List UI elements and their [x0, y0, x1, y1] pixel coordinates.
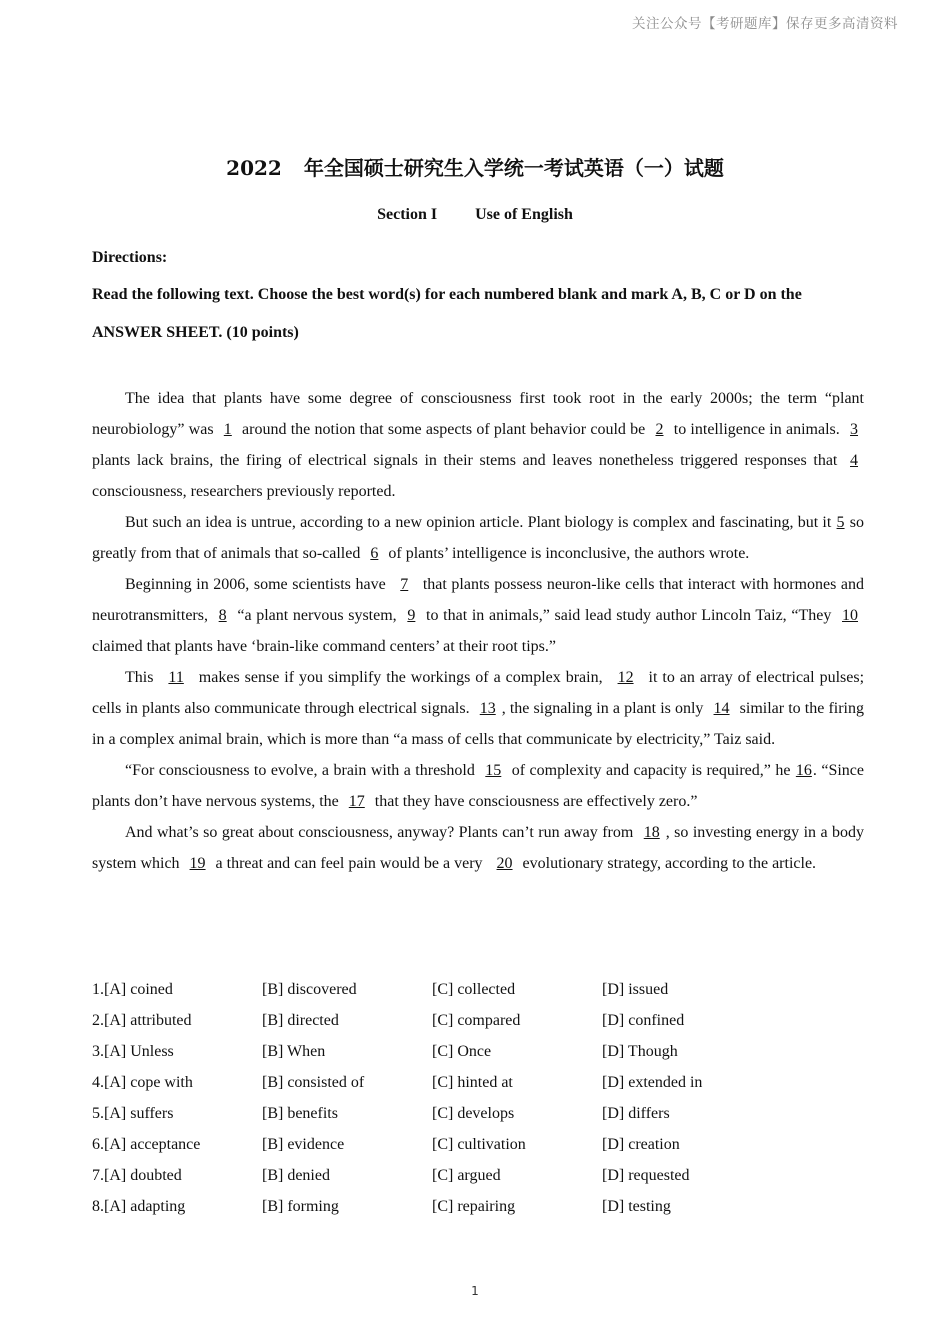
- option-d: [D] issued: [602, 981, 669, 998]
- blank-17: 17: [348, 793, 365, 810]
- option-d: [D] creation: [602, 1136, 680, 1153]
- option-c: [C] hinted at: [432, 1074, 513, 1091]
- option-a: 1.[A] coined: [92, 981, 173, 998]
- option-b: [B] evidence: [262, 1136, 345, 1153]
- option-c: [C] cultivation: [432, 1136, 526, 1153]
- blank-15: 15: [485, 762, 502, 779]
- option-d: [D] testing: [602, 1198, 671, 1215]
- blank-11: 11: [168, 669, 184, 686]
- option-a: 8.[A] adapting: [92, 1198, 186, 1215]
- option-b: [B] When: [262, 1043, 326, 1060]
- option-a: 3.[A] Unless: [92, 1043, 174, 1060]
- option-b: [B] benefits: [262, 1105, 338, 1122]
- option-row-4: [92, 1071, 864, 1102]
- passage-paragraph-6: And what’s so great about consciousness, anyway? Plants can’t run away from 18 , so investing energy in a body system which 19 a threat and can feel pain would be a very 20 evolutionary strategy, according to the article.: [92, 817, 864, 879]
- option-row-3: [92, 1040, 864, 1071]
- passage-paragraph-4: This 11 makes sense if you simplify the workings of a complex brain, 12 it to an array of electrical pulses; cells in plants also communicate through electrical signals. 13 , the signaling in a plant is only 14 similar to the firing in a complex animal brain, which is more than “a mass of cells that communicate by electricity,” Taiz said.: [92, 662, 864, 755]
- option-d: [D] extended in: [602, 1074, 703, 1091]
- option-c: [C] develops: [432, 1105, 515, 1122]
- blank-20: 20: [496, 855, 513, 872]
- option-d: [D] Though: [602, 1043, 678, 1060]
- passage-paragraph-5: “For consciousness to evolve, a brain with a threshold 15 of complexity and capacity is required,” he 16. “Since plants don’t have nervous systems, the 17 that they have consciousness are effectively zero.”: [92, 755, 864, 817]
- blank-13: 13: [479, 700, 496, 717]
- blank-6: 6: [370, 545, 379, 562]
- option-row-6: [92, 1133, 864, 1164]
- option-row-8: [92, 1195, 864, 1226]
- option-row-5: [92, 1102, 864, 1133]
- blank-9: 9: [407, 607, 416, 624]
- option-d: [D] confined: [602, 1012, 685, 1029]
- option-row-1: [92, 978, 864, 1009]
- blank-3: 3: [850, 421, 859, 438]
- blank-12: 12: [617, 669, 634, 686]
- directions-heading: Directions:: [92, 249, 168, 266]
- blank-2: 2: [655, 421, 664, 438]
- blank-1: 1: [223, 421, 232, 438]
- directions-line-2: ANSWER SHEET. (10 points): [92, 324, 299, 341]
- option-c: [C] argued: [432, 1167, 501, 1184]
- section-label: Section I: [377, 206, 438, 223]
- option-b: [B] denied: [262, 1167, 330, 1184]
- option-c: [C] repairing: [432, 1198, 516, 1215]
- option-b: [B] forming: [262, 1198, 339, 1215]
- page-number: 1: [471, 1284, 479, 1298]
- option-d: [D] differs: [602, 1105, 670, 1122]
- option-row-2: [92, 1009, 864, 1040]
- blank-8: 8: [218, 607, 227, 624]
- option-a: 2.[A] attributed: [92, 1012, 192, 1029]
- blank-4: 4: [850, 452, 858, 469]
- option-c: [C] collected: [432, 981, 516, 998]
- passage-paragraph-2: But such an idea is untrue, according to a new opinion article. Plant biology is complex and fascinating, but it 5 so greatly from that of animals that so-called 6 of plants’ intelligence is inconclusive, the authors wrote.: [92, 507, 864, 569]
- option-a: 5.[A] suffers: [92, 1105, 174, 1122]
- watermark-text: 关注公众号【考研题库】保存更多高清资料: [632, 16, 898, 32]
- exam-title-text: 年全国硕士研究生入学统一考试英语（一）试题: [303, 156, 724, 180]
- blank-5: 5: [836, 514, 845, 531]
- option-c: [C] compared: [432, 1012, 521, 1029]
- option-b: [B] consisted of: [262, 1074, 365, 1091]
- option-d: [D] requested: [602, 1167, 690, 1184]
- option-b: [B] discovered: [262, 981, 357, 998]
- cloze-passage: [92, 383, 864, 879]
- section-name: Use of English: [475, 206, 573, 223]
- exam-title: [0, 152, 950, 181]
- option-a: 6.[A] acceptance: [92, 1136, 201, 1153]
- option-c: [C] Once: [432, 1043, 492, 1060]
- passage-paragraph-1: The idea that plants have some degree of consciousness first took root in the early 2000s; the term “plant neurobiology” was 1 around the notion that some aspects of plant behavior could be 2 to intelligence in animals. 3 plants lack brains, the firing of electrical signals in their stems and leaves nonetheless triggered responses that 4 consciousness, researchers previously reported.: [92, 390, 864, 500]
- option-b: [B] directed: [262, 1012, 339, 1029]
- blank-18: 18: [643, 824, 660, 841]
- answer-options: [92, 978, 864, 1226]
- blank-7: 7: [400, 576, 409, 593]
- option-a: 4.[A] cope with: [92, 1074, 193, 1091]
- blank-19: 19: [189, 855, 206, 872]
- blank-10: 10: [842, 607, 859, 624]
- blank-16: 16: [795, 762, 812, 779]
- option-a: 7.[A] doubted: [92, 1167, 182, 1184]
- exam-year: 2022: [226, 156, 282, 180]
- passage-paragraph-3: Beginning in 2006, some scientists have 7 that plants possess neuron-like cells that interact with hormones and neurotransmitters, 8 “a plant nervous system, 9 to that in animals,” said lead study author Lincoln Taiz, “They 10 claimed that plants have ‘brain-like command centers’ at their root tips.”: [92, 569, 864, 662]
- option-row-7: [92, 1164, 864, 1195]
- blank-14: 14: [713, 700, 730, 717]
- directions-line-1: Read the following text. Choose the best word(s) for each numbered blank and mark A, B, C or D on the: [92, 286, 802, 303]
- section-heading: [0, 206, 950, 224]
